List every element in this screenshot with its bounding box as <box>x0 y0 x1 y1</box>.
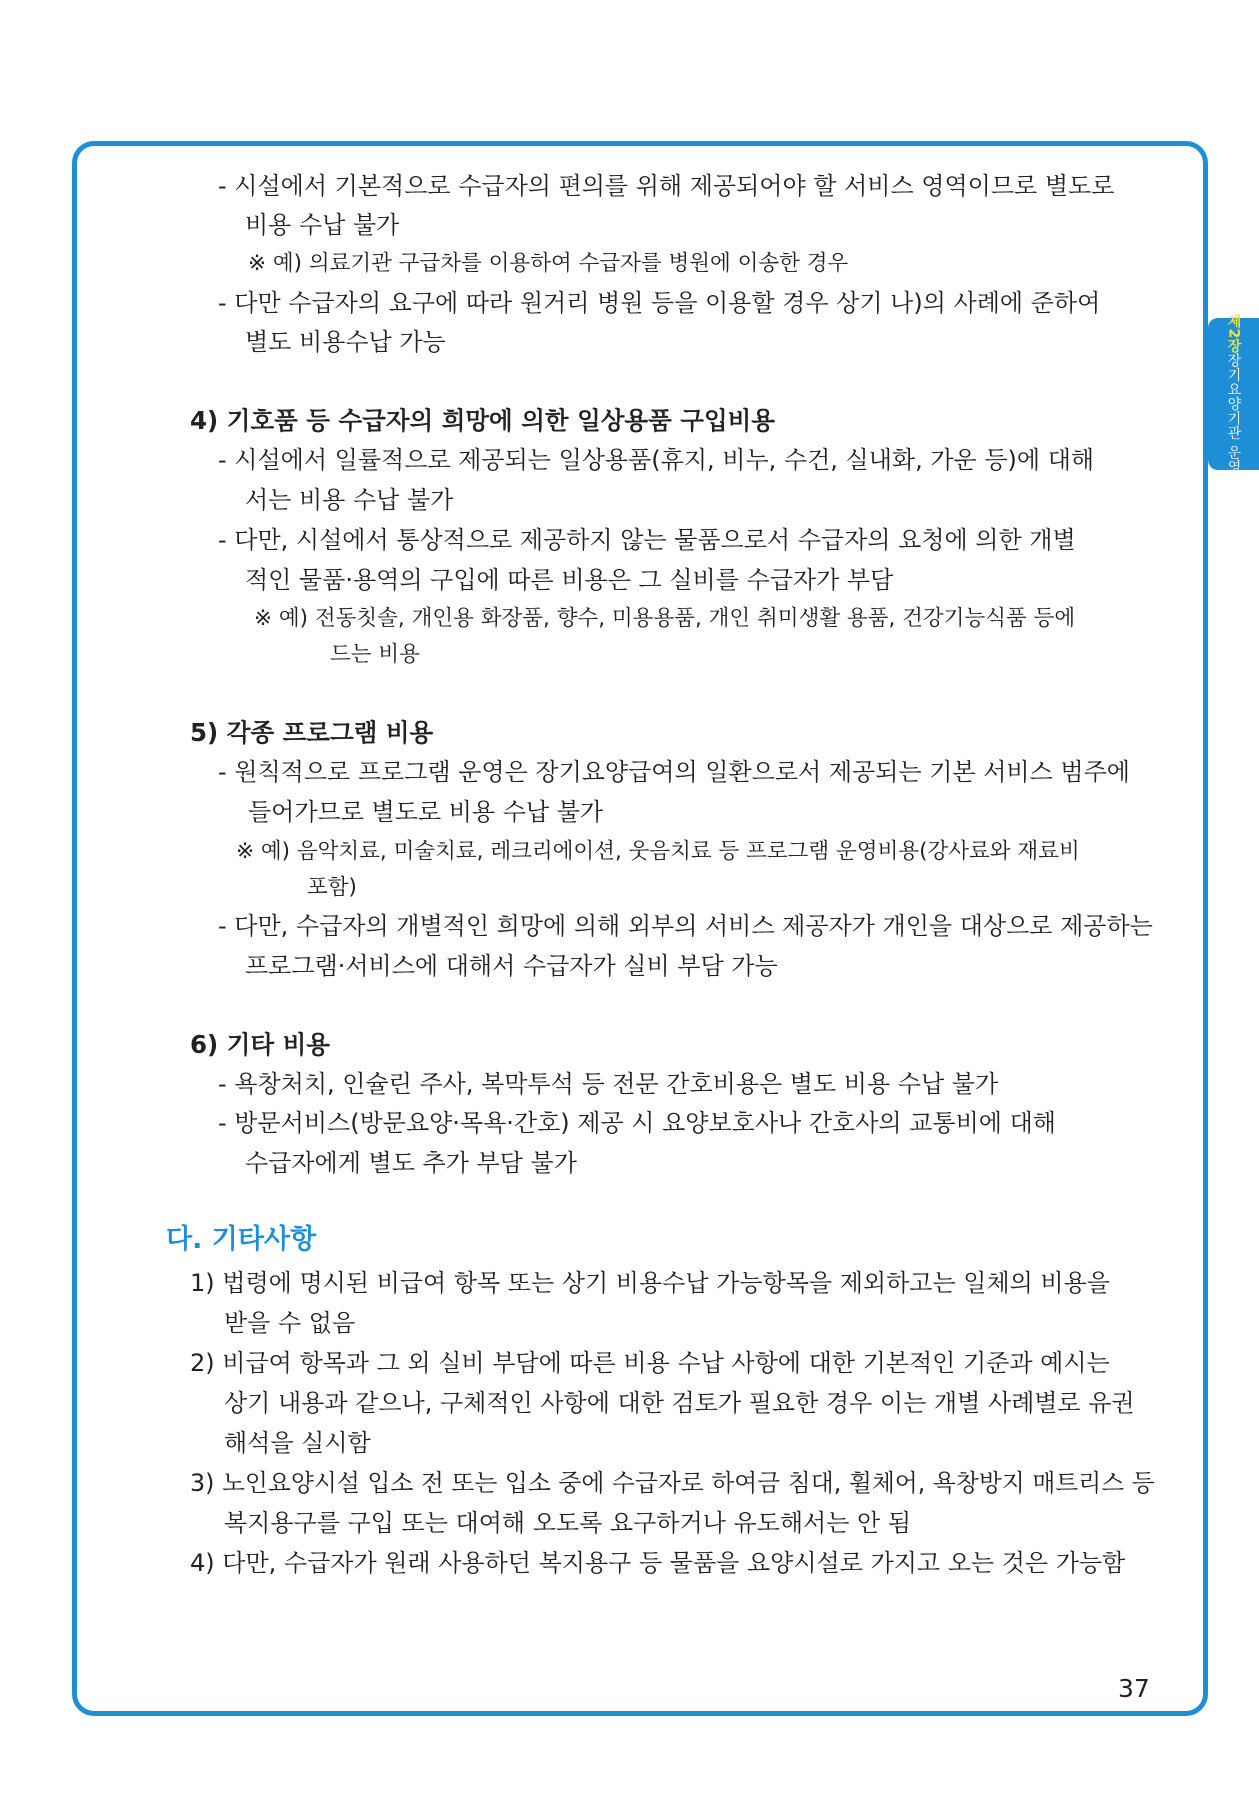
text-line: 1) 법령에 명시된 비급여 항목 또는 상기 비용수납 가능항목을 제외하고는 일체의 비용을 <box>190 1269 1110 1297</box>
text-line: - 방문서비스(방문요양·목욕·간호) 제공 시 요양보호사나 간호사의 교통비에 대해 <box>218 1109 1056 1137</box>
note-line: ※ 예) 의료기관 구급차를 이용하여 수급자를 병원에 이송한 경우 <box>248 251 849 276</box>
text-line: 서는 비용 수납 불가 <box>245 486 454 514</box>
note-line: ※ 예) 음악치료, 미술치료, 레크리에이션, 웃음치료 등 프로그램 운영비용(강사료와 재료비 <box>236 839 1080 864</box>
text-line: 프로그램·서비스에 대해서 수급자가 실비 부담 가능 <box>245 952 778 980</box>
text-line: 들어가므로 별도로 비용 수납 불가 <box>248 798 604 826</box>
text-line: - 다만, 수급자의 개별적인 희망에 의해 외부의 서비스 제공자가 개인을 대상으로 제공하는 <box>218 912 1153 940</box>
note-line: 포함) <box>307 875 357 900</box>
text-line: 받을 수 없음 <box>224 1309 356 1337</box>
text-line: - 원칙적으로 프로그램 운영은 장기요양급여의 일환으로서 제공되는 기본 서비스 범주에 <box>218 758 1130 786</box>
text-line: - 시설에서 일률적으로 제공되는 일상용품(휴지, 비누, 수건, 실내화, 가운 등)에 대해 <box>218 446 1095 474</box>
text-line: 별도 비용수납 가능 <box>245 328 446 356</box>
text-line: 4) 다만, 수급자가 원래 사용하던 복지용구 등 물품을 요양시설로 가지고 오는 것은 가능함 <box>190 1549 1126 1577</box>
text-line: 적인 물품·용역의 구입에 따른 비용은 그 실비를 수급자가 부담 <box>245 566 894 594</box>
text-line: 복지용구를 구입 또는 대여해 오도록 요구하거나 유도해서는 안 됨 <box>224 1509 911 1537</box>
subsection-heading: 5) 각종 프로그램 비용 <box>190 718 434 747</box>
text-line: 해석을 실시함 <box>224 1429 371 1457</box>
chapter-side-tab-text <box>1226 314 1242 474</box>
note-line: ※ 예) 전동칫솔, 개인용 화장품, 향수, 미용용품, 개인 취미생활 용품, 건강기능식품 등에 <box>254 606 1076 631</box>
text-line: 3) 노인요양시설 입소 전 또는 입소 중에 수급자로 하여금 침대, 휠체어, 욕창방지 매트리스 등 <box>190 1469 1155 1497</box>
text-line: - 다만 수급자의 요구에 따라 원거리 병원 등을 이용할 경우 상기 나)의 사례에 준하여 <box>218 289 1101 317</box>
text-line: 수급자에게 별도 추가 부담 불가 <box>245 1149 577 1177</box>
subsection-heading: 6) 기타 비용 <box>190 1030 330 1059</box>
text-line: 2) 비급여 항목과 그 외 실비 부담에 따른 비용 수납 사항에 대한 기본적인 기준과 예시는 <box>190 1349 1110 1377</box>
note-line: 드는 비용 <box>330 642 420 667</box>
chapter-title: 장기요양기관 운영 <box>1225 353 1242 475</box>
text-line: 상기 내용과 같으나, 구체적인 사항에 대한 검토가 필요한 경우 이는 개별 사례별로 유권 <box>224 1389 1135 1417</box>
text-line: - 다만, 시설에서 통상적으로 제공하지 않는 물품으로서 수급자의 요청에 의한 개별 <box>218 526 1076 554</box>
page-number: 37 <box>1118 1674 1150 1703</box>
subsection-heading: 4) 기호품 등 수급자의 희망에 의한 일상용품 구입비용 <box>190 406 775 435</box>
text-line: - 욕창처치, 인슐린 주사, 복막투석 등 전문 간호비용은 별도 비용 수납 불가 <box>218 1070 999 1098</box>
text-line: 비용 수납 불가 <box>245 211 400 239</box>
chapter-side-tab <box>1208 313 1259 475</box>
section-heading: 다. 기타사항 <box>166 1224 317 1255</box>
chapter-number: 제2장 <box>1225 313 1242 354</box>
text-line: - 시설에서 기본적으로 수급자의 편의를 위해 제공되어야 할 서비스 영역이므로 별도로 <box>218 172 1115 200</box>
